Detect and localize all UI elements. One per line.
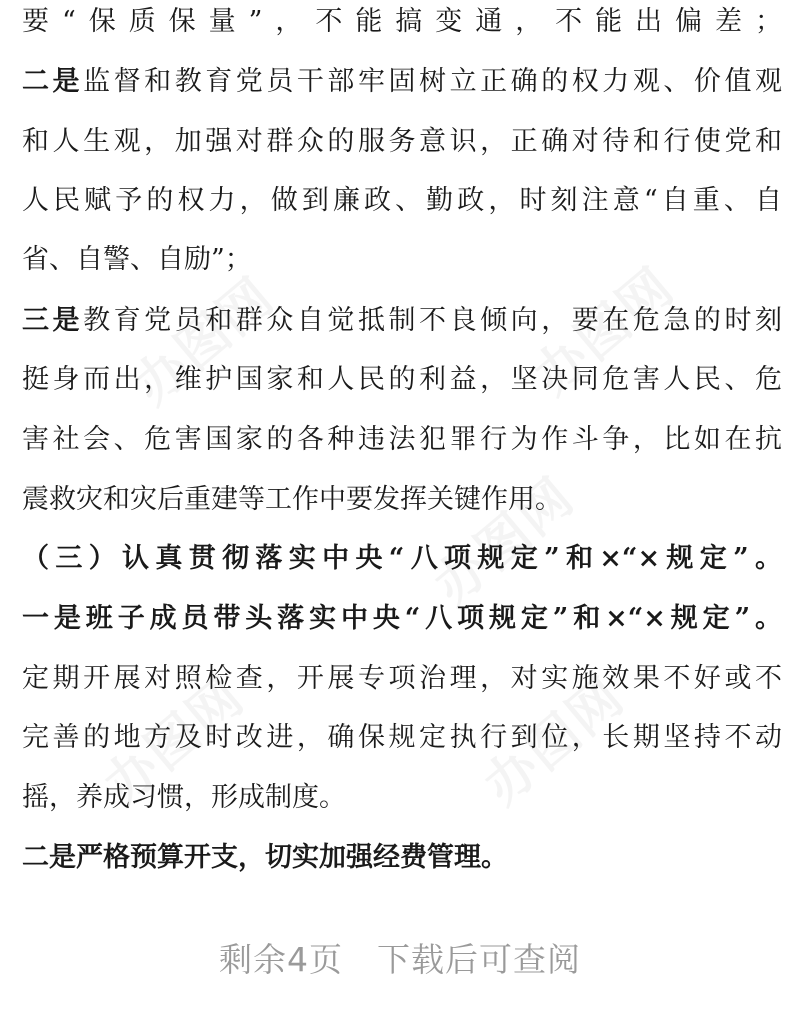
line-text: 定期开展对照检查，开展专项治理，对实施效果不好或不: [22, 663, 782, 694]
line-text: 人民赋予的权力，做到廉政、勤政，时刻注意“自重、自: [22, 185, 782, 216]
doc-line-5: [22, 244, 782, 276]
line-lead: 三是: [22, 305, 84, 336]
line-text: （三）认真贯彻落实中央“八项规定”和×“×规定”。: [22, 543, 782, 574]
doc-line-9: [22, 484, 782, 516]
line-text: 一是班子成员带头落实中央“八项规定”和×“×规定”。: [22, 603, 782, 634]
line-text: 害社会、危害国家的各种违法犯罪行为作斗争，比如在抗: [22, 424, 782, 455]
watermark: [415, 457, 587, 619]
line-text: 挺身而出，维护国家和人民的利益，坚决同危害人民、危: [22, 364, 782, 395]
doc-line-3: [22, 126, 782, 158]
doc-line-13: [22, 722, 782, 754]
section-heading: [22, 543, 782, 575]
line-text: 完善的地方及时改进，确保规定执行到位，长期坚持不动: [22, 722, 782, 753]
line-text: 震救灾和灾后重建等工作中要发挥关键作用。: [22, 484, 562, 515]
doc-line-6: [22, 305, 782, 337]
doc-line-7: [22, 364, 782, 396]
doc-line-2: [22, 66, 782, 98]
remaining-pages-note[interactable]: 剩余4页 下载后可查阅: [219, 940, 581, 979]
doc-line-4: [22, 185, 782, 217]
line-text: 摇，养成习惯，形成制度。: [22, 782, 346, 813]
line-text: 监督和教育党员干部牢固树立正确的权力观、价值观: [83, 66, 783, 97]
line-lead: 二是: [22, 66, 84, 97]
line-text: 省、自警、自励”；: [22, 244, 252, 275]
line-text: 二是严格预算开支，切实加强经费管理。: [22, 842, 508, 873]
doc-line-15: [22, 842, 782, 874]
line-text: 和人生观，加强对群众的服务意识，正确对待和行使党和: [22, 126, 782, 157]
doc-line-1: [22, 6, 782, 38]
line-text: 要“保质保量”，不能搞变通，不能出偏差；: [22, 6, 782, 37]
line-text: 教育党员和群众自觉抵制不良倾向，要在危急的时刻: [83, 305, 783, 336]
doc-line-11: [22, 603, 782, 635]
doc-line-8: [22, 424, 782, 456]
doc-line-14: [22, 782, 782, 814]
doc-line-12: [22, 663, 782, 695]
